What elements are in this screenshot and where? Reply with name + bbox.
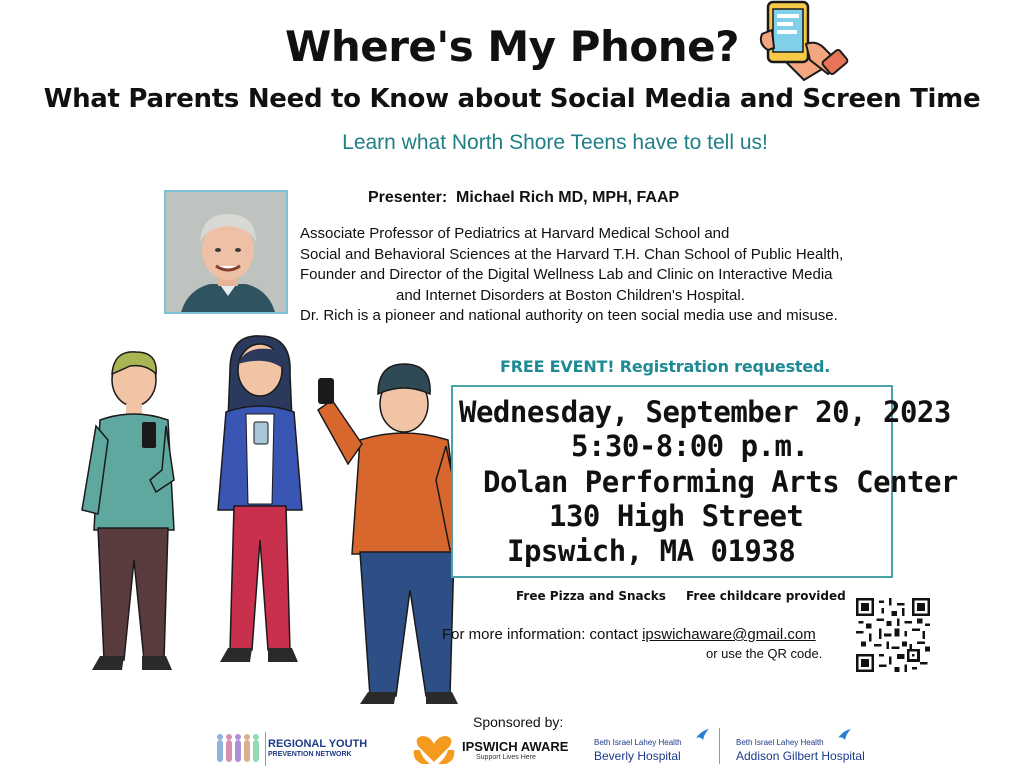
event-city: Ipswich, MA 01938 [507, 534, 796, 568]
bio-line: Dr. Rich is a pioneer and national authority on teen social media use and misuse. [300, 307, 838, 324]
qr-note: or use the QR code. [706, 646, 823, 661]
bio-line: Founder and Director of the Digital Wellness Lab and Clinic on Interactive Media [300, 266, 833, 283]
flyer-tagline: Learn what North Shore Teens have to tell us! [342, 131, 768, 154]
contact-prefix: For more information: contact [442, 626, 638, 643]
presenter-portrait [164, 190, 288, 314]
bilh2-parent: Beth Israel Lahey Health [736, 738, 824, 747]
event-venue: Dolan Performing Arts Center [483, 465, 958, 499]
sponsored-by-label: Sponsored by: [473, 714, 564, 730]
contact-email-link[interactable]: ipswichaware@gmail.com [642, 626, 816, 643]
bilh1-hospital: Beverly Hospital [594, 749, 681, 763]
addison-gilbert-hospital-logo [726, 728, 866, 768]
sponsor-divider [719, 728, 720, 764]
ryp-line2: PREVENTION NETWORK [268, 751, 352, 758]
presenter-name: Michael Rich MD, MPH, FAAP [456, 189, 680, 206]
contact-line [442, 626, 816, 643]
flyer-subtitle: What Parents Need to Know about Social Media and Screen Time [43, 84, 981, 114]
perk-childcare: Free childcare provided [686, 589, 846, 603]
ia-name: IPSWICH AWARE [462, 739, 569, 754]
bilh2-hospital: Addison Gilbert Hospital [736, 749, 865, 763]
ipswich-aware-logo [412, 728, 569, 768]
regional-youth-prevention-network-logo [215, 728, 375, 768]
presenter-bio [300, 224, 940, 327]
phone-in-hand-icon [754, 0, 850, 82]
flyer-title: Where's My Phone? [285, 22, 739, 71]
beverly-hospital-logo [594, 728, 714, 768]
bird-icon [836, 728, 852, 746]
free-event-banner: FREE EVENT! Registration requested. [500, 357, 831, 376]
event-date: Wednesday, September 20, 2023 [459, 395, 951, 429]
qr-code[interactable] [856, 598, 930, 672]
bio-line: Social and Behavioral Sciences at the Harvard T.H. Chan School of Public Health, [300, 245, 844, 263]
bio-line: Associate Professor of Pediatrics at Harvard Medical School and [300, 225, 730, 242]
bio-line: and Internet Disorders at Boston Children's Hospital. [396, 286, 745, 304]
presenter-label: Presenter: [368, 189, 448, 206]
presenter-line [368, 189, 679, 207]
bilh1-parent: Beth Israel Lahey Health [594, 738, 682, 747]
teen-left [82, 352, 174, 670]
teens-with-phones-illustration [70, 330, 480, 710]
teen-middle [218, 336, 302, 662]
event-street: 130 High Street [549, 499, 804, 533]
event-details-box [451, 385, 958, 578]
event-time: 5:30-8:00 p.m. [571, 429, 809, 463]
ryp-line1: REGIONAL YOUTH [268, 738, 368, 750]
bird-icon [694, 728, 710, 746]
ia-tagline: Support Lives Here [476, 754, 536, 761]
teen-right [318, 364, 466, 704]
perk-food: Free Pizza and Snacks [516, 589, 666, 603]
heart-hands-icon [412, 732, 456, 766]
figures-icon [215, 732, 263, 764]
